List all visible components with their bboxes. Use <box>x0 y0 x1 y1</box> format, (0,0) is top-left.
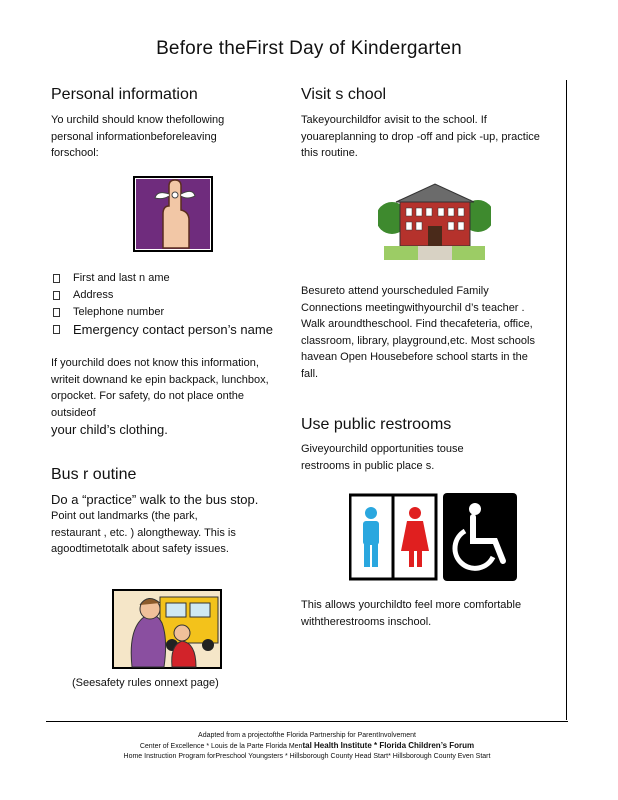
bus-routine-lead: Do a “practice” walk to the bus stop. <box>51 492 259 507</box>
footer-divider <box>46 721 568 722</box>
child-and-bus-icon <box>112 589 222 669</box>
bus-routine-heading: Bus r outine <box>51 466 137 483</box>
personal-info-intro: Yo urchild should know thefollowing personal informationbeforeleaving forschool: <box>51 114 225 159</box>
checkbox-bullet-icon <box>53 291 60 300</box>
checkbox-bullet-icon <box>53 274 60 283</box>
bus-routine-text: Point out landmarks (the park, restaurant , etc. ) alongtheway. This is agoodtimetotalk about safety issues. <box>51 510 236 555</box>
list-item: First and last n ame <box>51 270 301 287</box>
hand-with-string-icon <box>133 176 213 252</box>
school-building-icon <box>378 178 491 264</box>
page-title: Before theFirst Day of Kindergarten <box>156 38 462 59</box>
list-item: Address <box>51 287 301 304</box>
visit-school-text: Besureto attend yourscheduled Family Connections meetingwithyourchil d’s teacher . Walk aroundtheschool. Find thecafeteria, office, classroom, library, playground,etc. Most schools havean Open Housebefore school starts in the fall. <box>301 285 535 380</box>
public-restrooms-intro: Giveyourchild opportunities touse restrooms in public place s. <box>301 443 464 472</box>
list-item: Telephone number <box>51 304 301 321</box>
column-divider <box>566 80 567 720</box>
footer-line-2: Center of Excellence * Louis de la Parte Florida Mental Health Institute * Florida Children’s Forum <box>139 741 475 750</box>
footer-line-1: Adapted from a projectofthe Florida Partnership for ParentInvolvement <box>198 732 416 739</box>
personal-info-list <box>51 270 301 339</box>
checkbox-bullet-icon <box>53 308 60 317</box>
list-item: Emergency contact person’s name <box>51 321 301 339</box>
public-restrooms-text: This allows yourchildto feel more comfortable withtherestrooms inschool. <box>301 599 522 628</box>
public-restrooms-heading: Use public restrooms <box>301 416 452 433</box>
bus-routine-caption: (Seesafety rules onnext page) <box>72 677 219 689</box>
footer-line-3: Home Instruction Program forPreschool Youngsters * Hillsborough County Head Start* Hillsborough County Even Start <box>123 753 491 760</box>
visit-school-heading: Visit s chool <box>301 86 387 103</box>
personal-info-heading: Personal information <box>51 86 198 103</box>
restroom-signs-icon <box>349 491 519 583</box>
visit-school-intro: Takeyourchildfor avisit to the school. If youareplanning to drop -off and pick -up, practice this routine. <box>301 114 540 159</box>
personal-info-note: If yourchild does not know this information, writeit downand ke epin backpack, lunchbox, orpocket. For safety, do not place onthe outsideof your child’s clothing. <box>51 357 269 437</box>
checkbox-bullet-icon <box>53 325 60 334</box>
